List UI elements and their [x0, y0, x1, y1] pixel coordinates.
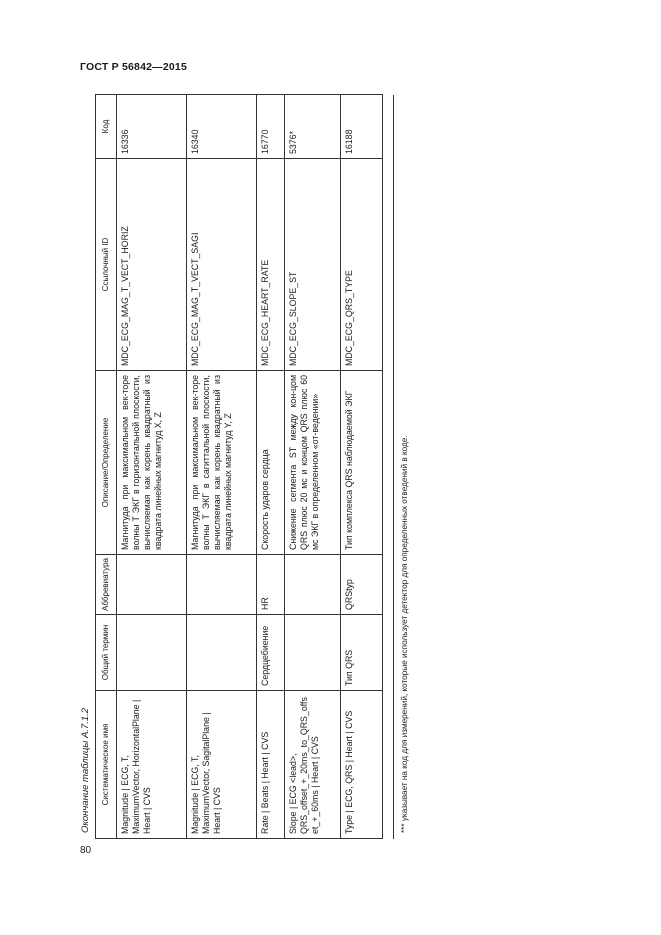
page-number: 80 — [80, 845, 92, 856]
cell-systematic-name: Rate | Beats | Heart | CVS — [257, 691, 285, 839]
cell-description: Тип комплекса QRS наблюдаемой ЭКГ — [341, 371, 383, 555]
table-row — [187, 95, 257, 839]
cell-code: 16336 — [117, 95, 187, 159]
cell-abbreviation — [285, 555, 341, 615]
table-row — [341, 95, 383, 839]
cell-common-term: Сердцебиение — [257, 615, 285, 691]
table-caption: Окончание таблицы А.7.1.2 — [80, 707, 91, 833]
table-row — [257, 95, 285, 839]
cell-common-term — [285, 615, 341, 691]
cell-description: Магнитуда при максимальном век-торе волны Т ЭКГ в сагиттальной плоскости, вычисляемая как корень квадратный из квадрата линейных магнитуд Y, Z — [187, 371, 257, 555]
table-footnote: *** указывает на код для измерений, которые использует детектор для определенных отведений в коде. — [400, 435, 409, 833]
cell-common-term — [187, 615, 257, 691]
table-header-row — [96, 95, 117, 839]
col-header-code: Код — [96, 95, 117, 159]
cell-reference-id: MDC_ECG_MAG_T_VECT_HORIZ — [117, 159, 187, 371]
col-header-common-term: Общий термин — [96, 615, 117, 691]
cell-code: 16770 — [257, 95, 285, 159]
cell-systematic-name: Type | ECG, QRS | Heart | CVS — [341, 691, 383, 839]
col-header-abbreviation: Аббревиатура — [96, 555, 117, 615]
rotated-table-area — [80, 95, 420, 839]
standard-header: ГОСТ Р 56842—2015 — [80, 61, 188, 73]
table-row — [117, 95, 187, 839]
footnote-separator — [393, 95, 394, 839]
cell-abbreviation: HR — [257, 555, 285, 615]
cell-common-term — [117, 615, 187, 691]
cell-common-term: Тип QRS — [341, 615, 383, 691]
terms-table — [95, 94, 383, 839]
cell-reference-id: MDC_ECG_MAG_T_VECT_SAGI — [187, 159, 257, 371]
col-header-description: Описание/Определение — [96, 371, 117, 555]
cell-description: Скорость ударов сердца — [257, 371, 285, 555]
cell-systematic-name: Magnitude | ECG, T, MaximumVector, SagitalPlane | Heart | CVS — [187, 691, 257, 839]
col-header-systematic-name: Систематическое имя — [96, 691, 117, 839]
table-row — [285, 95, 341, 839]
cell-code: 16188 — [341, 95, 383, 159]
col-header-reference-id: Ссылочный ID — [96, 159, 117, 371]
cell-reference-id: MDC_ECG_HEART_RATE — [257, 159, 285, 371]
cell-code: 16340 — [187, 95, 257, 159]
cell-abbreviation — [187, 555, 257, 615]
cell-systematic-name: Slope | ECG <lead>, QRS_offset_+_20ms_to_QRS_offset_+_60ms | Heart | CVS — [285, 691, 341, 839]
cell-description: Магнитуда при максимальном век-торе волны Т ЭКГ в горизонтальной плоскости, вычисляемая как корень квадратный из квадрата линейных магнитуд X, Z — [117, 371, 187, 555]
cell-reference-id: MDC_ECG_QRS_TYPE — [341, 159, 383, 371]
cell-description: Снижение сегмента ST между кон-цом QRS плюс 20 мс и концом QRS плюс 60 мс ЭКГ в определенном «от-ведении» — [285, 371, 341, 555]
cell-systematic-name: Magnitude | ECG, T, MaximumVector, HorizontalPlane | Heart | CVS — [117, 691, 187, 839]
cell-abbreviation — [117, 555, 187, 615]
cell-abbreviation: QRStyp — [341, 555, 383, 615]
cell-code: 5376* — [285, 95, 341, 159]
cell-reference-id: MDC_ECG_SLOPE_ST — [285, 159, 341, 371]
